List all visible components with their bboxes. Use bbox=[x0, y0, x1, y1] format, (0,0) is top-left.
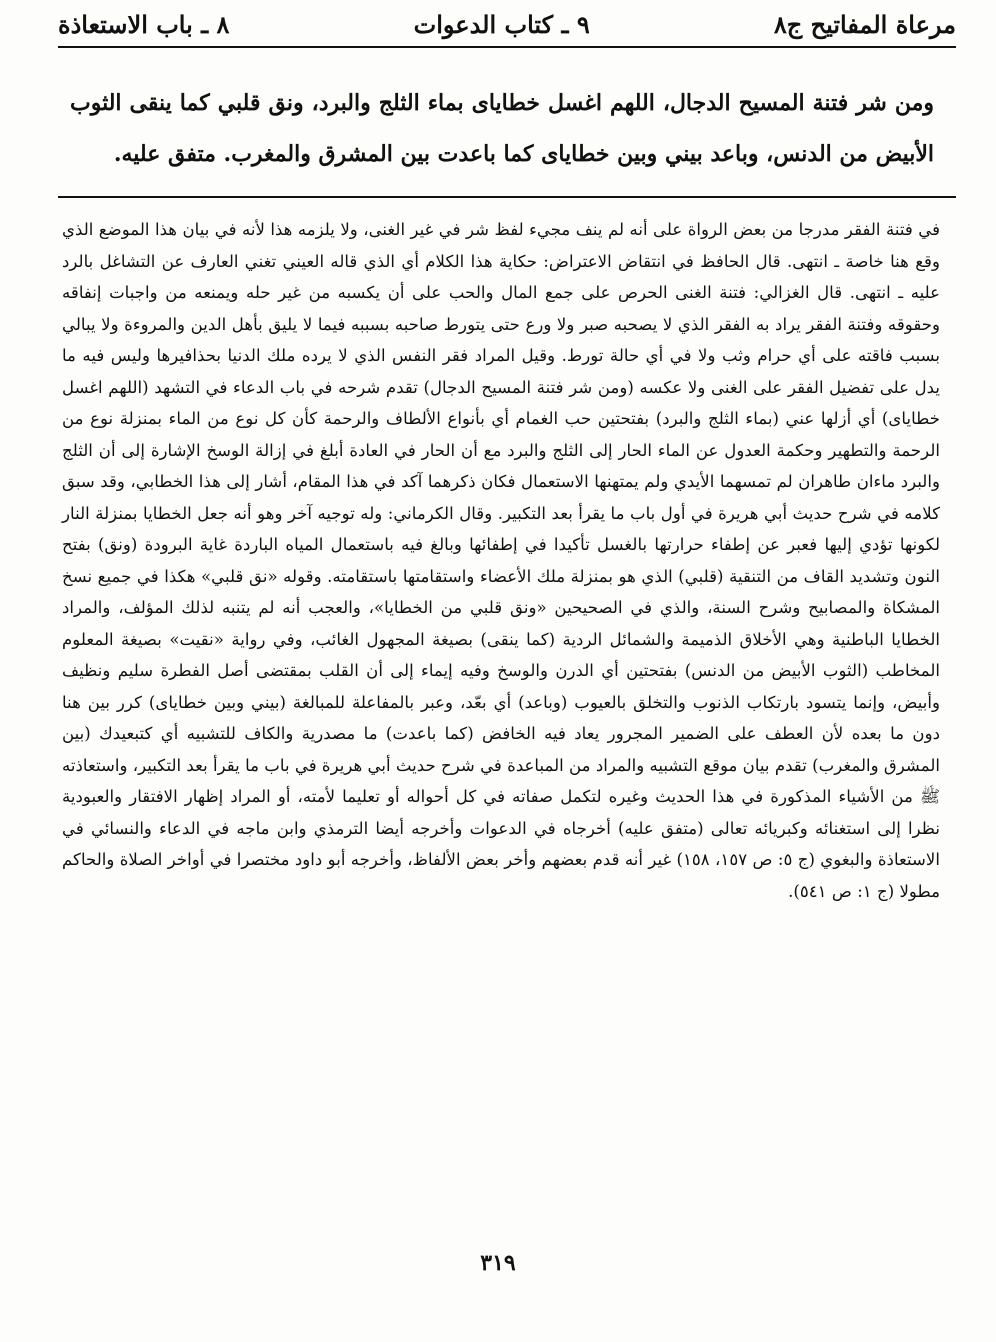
header-book-title: مرعاة المفاتيح ج٨ bbox=[773, 9, 956, 39]
commentary-text: في فتنة الفقر مدرجا من بعض الرواة على أنه لم ينف مجيء لفظ شر في غير الغنى، ولا يلزمه هذا لأنه في بيان هذا الموضع الذي وقع هنا خاصة ـ انتهى. قال الحافظ في انتقاض الاعتراض: حكاية هذا الكلام أي الذي قاله العيني تغني العارف عن التشاغل بالرد عليه ـ انتهى. قال الغزالي: فتنة الغنى الحرص على جمع المال والحب على أن يكسبه من غير حله ويمنعه من واجبات إنفاقه وحقوقه وفتنة الفقر يراد به الفقر الذي لا يصحبه صبر ولا ورع حتى يتورط صاحبه بسببه فيما لا يليق بأهل الدين والمروءة ولا يبالي بسبب فاقته على أي حرام وثب ولا في أي حالة تورط. وقيل المراد فقر النفس الذي لا يرده ملك الدنيا بحذافيرها وليس فيه ما يدل على تفضيل الفقر على الغنى ولا عكسه (ومن شر فتنة المسيح الدجال) تقدم شرحه في باب الدعاء في التشهد (اللهم اغسل خطاياى) أي أزلها عني (بماء الثلج والبرد) بفتحتين حب الغمام أي بأنواع الألطاف والرحمة كأن كل نوع من الماء بمنزلة نوع من الرحمة والتطهير وحكمة العدول عن الماء الحار إلى الثلج والبرد مع أن الحار في العادة أبلغ في إزالة الوسخ الإشارة إلى أن الثلج والبرد ماءان طاهران لم تمسهما الأيدي ولم يمتهنها الاستعمال فكان ذكرهما آكد في هذا المقام، أشار إلى هذا الخطابي، وقد سبق كلامه في شرح حديث أبي هريرة في أول باب ما يقرأ بعد التكبير. وقال الكرماني: وله توجيه آخر وهو أنه جعل الخطايا بمنزلة النار لكونها تؤدي إليها فعبر عن إطفاء حرارتها بالغسل تأكيدا في إطفائها وبالغ فيه باستعمال المياه الباردة غاية البرودة (ونق) بفتح النون وتشديد القاف من التنقية (قلبي) الذي هو بمنزلة ملك الأعضاء واستقامتها باستقامته. وقوله «نق قلبي» هكذا في جميع نسخ المشكاة والمصابيح وشرح السنة، والذي في الصحيحين «ونق قلبي من الخطايا»، والعجب أنه لم يتنبه لذلك المؤلف، والمراد الخطايا الباطنية وهي الأخلاق الذميمة والشمائل الردية (كما ينقى) بصيغة المجهول الغائب، وفي رواية «نقيت» بصيغة المعلوم المخاطب (الثوب الأبيض من الدنس) بفتحتين أي الدرن والوسخ وفيه إيماء إلى أن القلب بمقتضى أصل الفطرة سليم ونظيف وأبيض، وإنما يتسود بارتكاب الذنوب والتخلق بالعيوب (وباعد) أي بعّد، وعبر بالمفاعلة للمبالغة (بيني وبين خطاياى) كرر بين هنا دون ما بعده لأن العطف على الضمير المجرور يعاد فيه الخافض (كما باعدت) ما مصدرية والكاف للتشبيه أي كتبعيدك (بين المشرق والمغرب) تقدم بيان موقع التشبيه والمراد من المباعدة في شرح حديث أبي هريرة في باب ما يقرأ بعد التكبير، واستعاذته ﷺ من الأشياء المذكورة في هذا الحديث وغيره لتكمل صفاته في كل أحواله أو تعليما لأمته، أو المراد إظهار الافتقار والعبودية نظرا إلى استغنائه وكبريائه تعالى (متفق عليه) أخرجاه في الدعوات وأخرجه أيضا الترمذي وابن ماجه في الدعاء والنسائي في الاستعاذة والبغوي (ج ٥: ص ١٥٧، ١٥٨) غير أنه قدم بعضهم وأخر بعض الألفاظ، وأخرجه أبو داود مختصرا في أواخر الصلاة والحاكم مطولا (ج ١: ص ٥٤١). bbox=[62, 220, 941, 901]
hadith-text: ومن شر فتنة المسيح الدجال، اللهم اغسل خطاياى بماء الثلج والبرد، ونق قلبي كما ينقى الثوب الأبيض من الدنس، وباعد بيني وبين خطاياى كما باعدت بين المشرق والمغرب. متفق عليه. bbox=[70, 90, 934, 167]
header-section: ٨ ـ باب الاستعاذة bbox=[58, 9, 230, 39]
text-divider bbox=[58, 196, 956, 198]
page-number: ٣١٩ bbox=[480, 1250, 516, 1276]
header-divider bbox=[58, 46, 956, 48]
running-header bbox=[58, 4, 956, 44]
header-chapter: ٩ ـ كتاب الدعوات bbox=[413, 9, 590, 39]
